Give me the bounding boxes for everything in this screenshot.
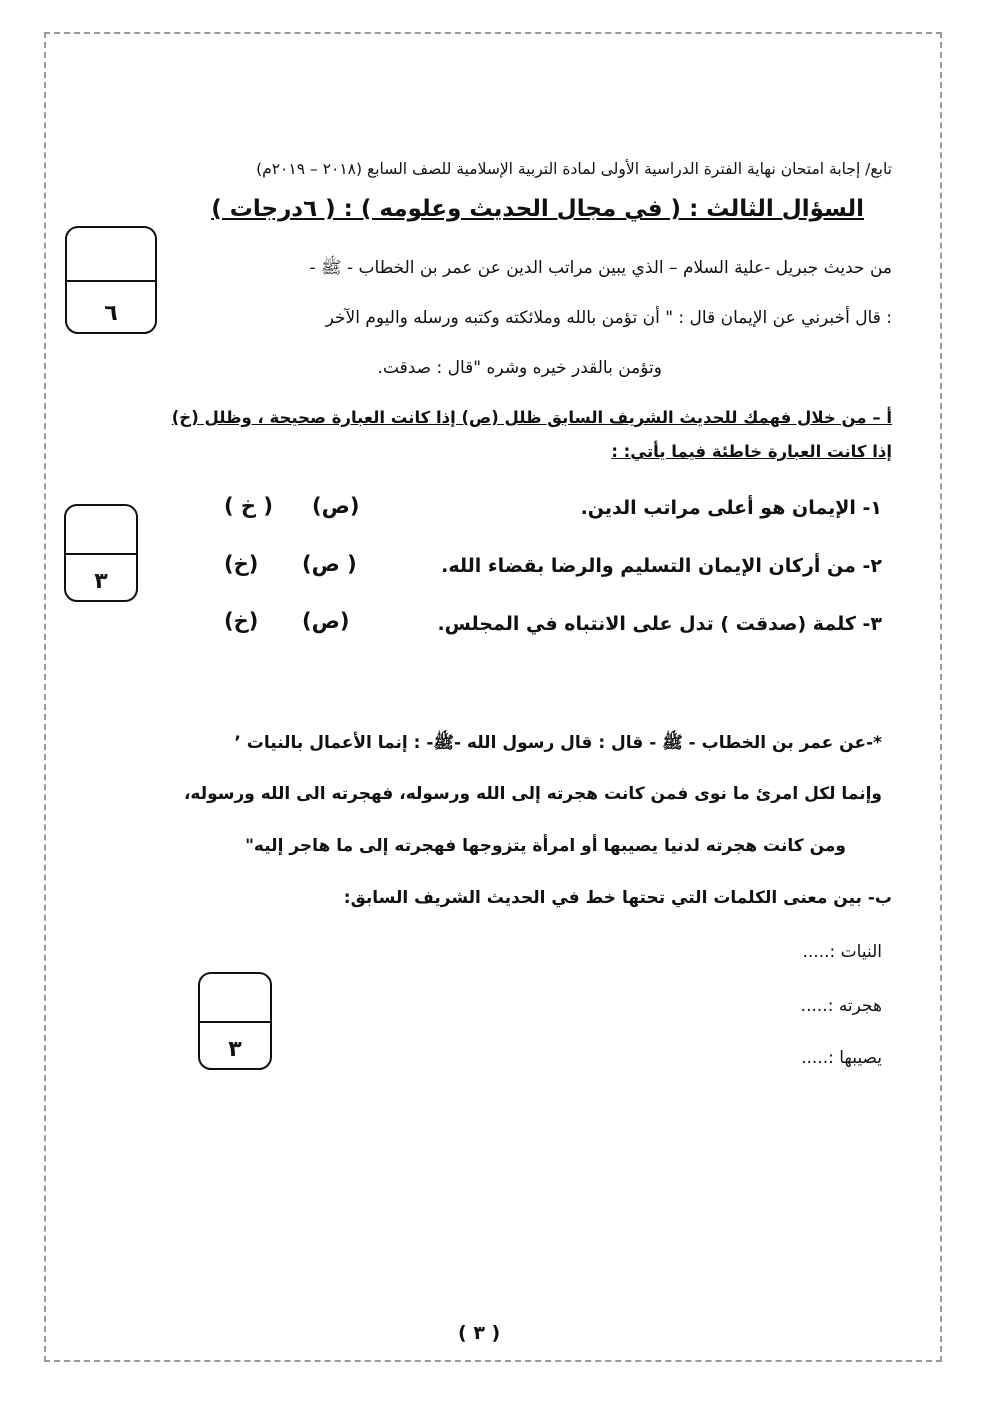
partB-word-1: النيات :..... xyxy=(802,942,882,962)
partB-word-3: يصيبها :..... xyxy=(801,1048,882,1068)
item3-false-option[interactable]: (خ) xyxy=(224,609,259,633)
item2-false-option[interactable]: (خ) xyxy=(224,552,259,576)
page-number: ( ٣ ) xyxy=(458,1322,501,1344)
partA-item-3: ٣- كلمة (صدقت ) تدل على الانتباه في المجلس. xyxy=(437,613,882,635)
item1-true-option[interactable]: (ص) xyxy=(312,494,360,518)
score-box-partA xyxy=(64,504,138,602)
score-box-question3 xyxy=(65,226,157,334)
intro-line-2: : قال أخبرني عن الإيمان قال : " أن تؤمن بالله وملائكته وكتبه ورسله واليوم الآخر xyxy=(325,308,892,328)
score-value: ٣ xyxy=(228,1037,242,1062)
item2-true-option[interactable]: ( ص) xyxy=(302,552,357,576)
intro-line-3: وتؤمن بالقدر خيره وشره "قال : صدقت. xyxy=(377,358,662,378)
score-value: ٣ xyxy=(94,569,108,594)
intro-line-1: من حديث جبريل -علية السلام – الذي يبين مراتب الدين عن عمر بن الخطاب - ﷺ - xyxy=(309,258,892,278)
question3-heading xyxy=(211,196,864,224)
score-box-partB xyxy=(198,972,272,1070)
partA-instruction-1: أ – من خلال فهمك للحديث الشريف السابق ظلل (ص) إذا كانت العبارة صحيحة ، وظلل (خ) xyxy=(171,408,892,427)
partA-item-1: ١- الإيمان هو أعلى مراتب الدين. xyxy=(580,497,882,519)
score-box-divider xyxy=(67,280,155,282)
question3-heading-text: السؤال الثالث : ( في مجال الحديث وعلومه ) : ( ٦درجات ) xyxy=(211,196,864,222)
item1-false-option[interactable]: ( خ ) xyxy=(224,494,273,518)
score-value: ٦ xyxy=(104,301,118,326)
page-border xyxy=(44,32,942,1362)
partB-instruction: ب- بين معنى الكلمات التي تحتها خط في الحديث الشريف السابق: xyxy=(343,888,892,908)
partB-word-2: هجرته :..... xyxy=(800,996,882,1016)
header-title: تابع/ إجابة امتحان نهاية الفترة الدراسية الأولى لمادة التربية الإسلامية للصف السابع (٢٠١٨ – ٢٠١٩م) xyxy=(256,160,892,178)
hadith2-line-3: ومن كانت هجرته لدنيا يصيبها أو امرأة يتزوجها فهجرته إلى ما هاجر إليه" xyxy=(245,836,846,856)
score-box-divider xyxy=(66,553,136,555)
hadith2-line-2: وإنما لكل امرئ ما نوى فمن كانت هجرته إلى الله ورسوله، فهجرته الى الله ورسوله، xyxy=(183,784,882,804)
partA-instruction-2: إذا كانت العبارة خاطئة فيما يأتي: : xyxy=(611,442,892,461)
score-box-divider xyxy=(200,1021,270,1023)
partA-item-2: ٢- من أركان الإيمان التسليم والرضا بقضاء الله. xyxy=(441,555,882,577)
hadith2-line-1: *-عن عمر بن الخطاب - ﷺ - قال : قال رسول الله -ﷺ- : إنما الأعمال بالنيات ’ xyxy=(234,733,882,753)
item3-true-option[interactable]: (ص) xyxy=(302,609,350,633)
